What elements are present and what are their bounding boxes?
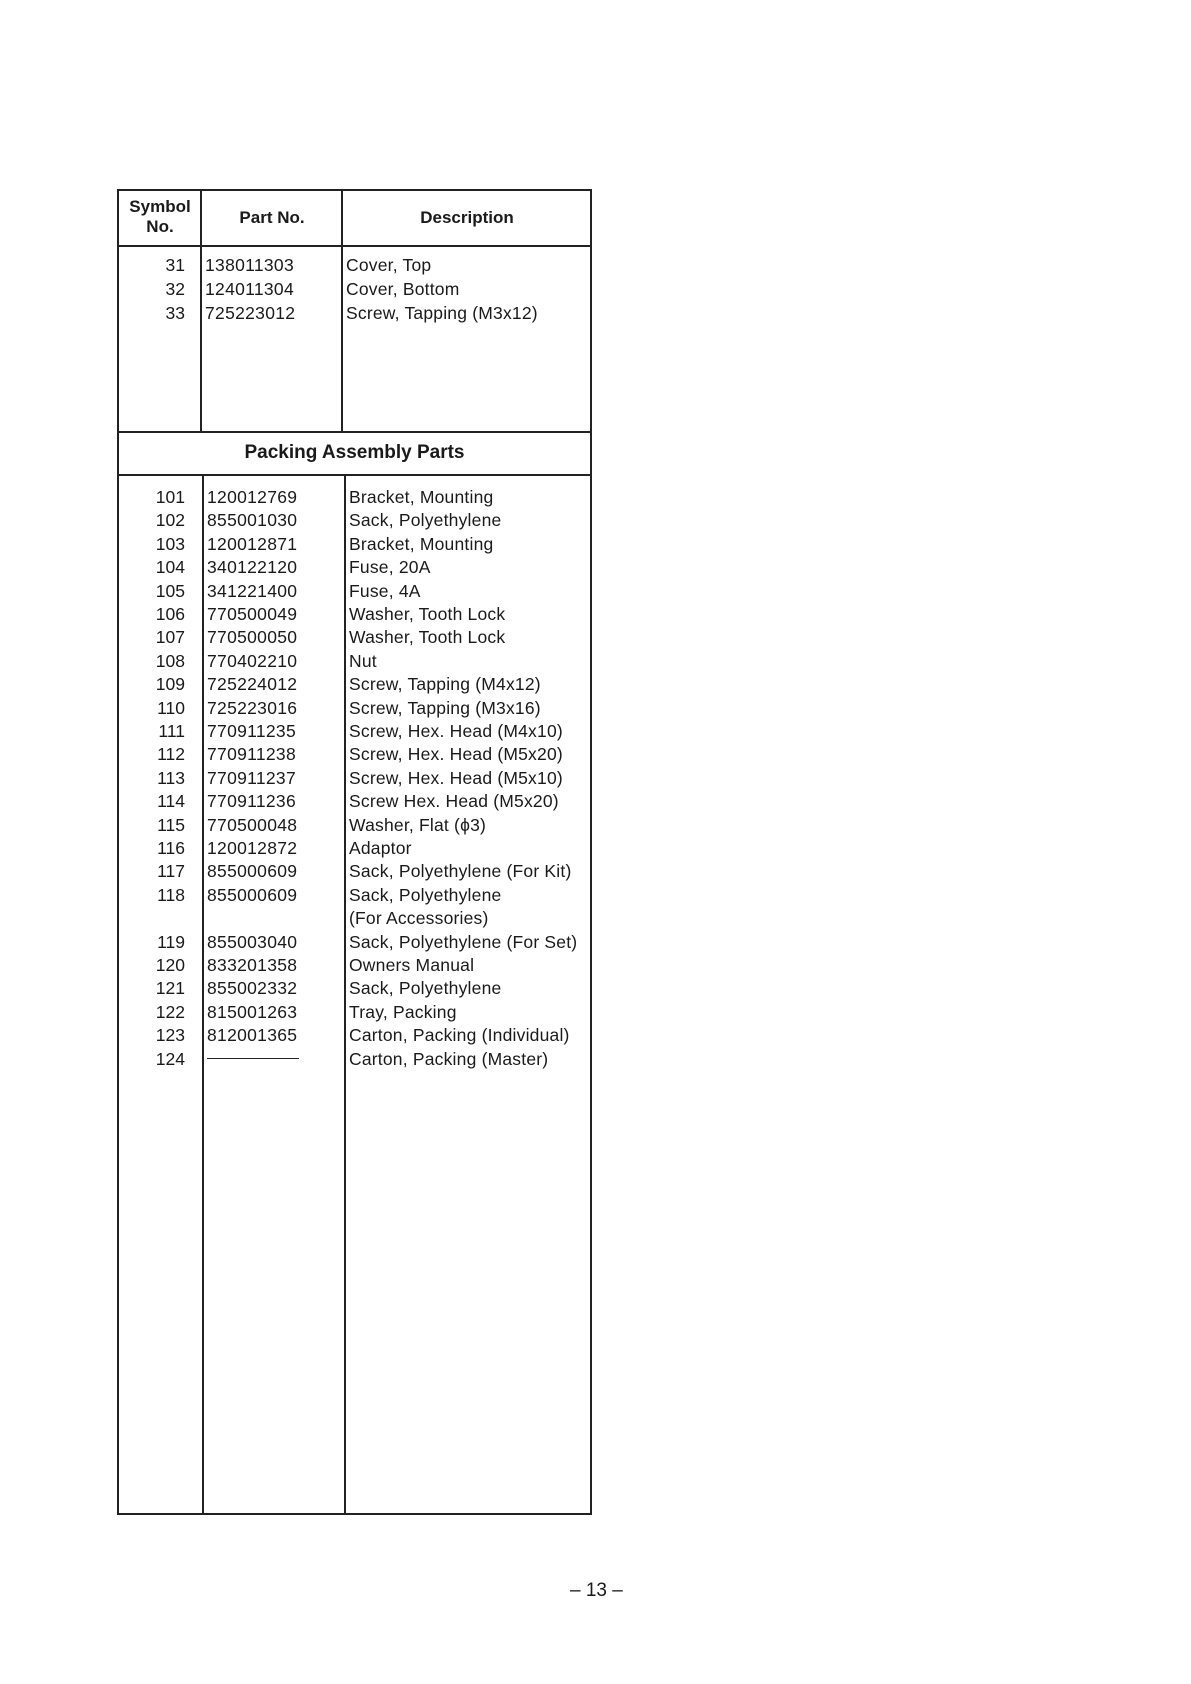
table-row [117,930,592,954]
part-no-cell: 833201358 [207,955,298,975]
table-row [117,719,592,743]
part-no-cell: 770911237 [207,767,296,788]
header-part-no: Part No. [239,208,305,227]
part-no-cell: 124011304 [205,279,294,299]
description-cell: Screw Hex. Head (M5x20) [349,791,559,812]
symbol-cell: 116 [157,838,185,858]
symbol-cell: 118 [157,884,185,905]
section-divider [117,431,592,433]
description-cell: Carton, Packing (Master) [349,1048,549,1069]
description-cell: Screw, Hex. Head (M5x20) [349,744,563,765]
table-row [117,883,592,907]
description-cell: Nut [349,650,377,671]
table-row [117,742,592,766]
description-cell: Washer, Flat (ϕ3) [349,814,487,835]
table-row [117,625,592,649]
symbol-cell: 104 [155,557,185,578]
table-row [117,1023,592,1047]
header-symbol-label: Symbol [129,197,191,216]
description-cell: Fuse, 4A [349,580,421,601]
symbol-cell: 117 [157,861,185,882]
table-row [117,602,592,626]
part-no-cell: 855000609 [207,884,298,905]
description-cell: Sack, Polyethylene [349,978,502,999]
symbol-cell: 123 [155,1025,185,1046]
part-no-cell: 855000609 [207,861,298,882]
description-cell: Washer, Tooth Lock [349,604,506,624]
symbol-cell: 114 [157,791,185,812]
symbol-cell: 121 [155,978,185,999]
symbol-cell: 115 [157,814,185,835]
table-row [117,649,592,673]
description-cell: Bracket, Mounting [349,533,494,554]
table-row [117,579,592,603]
table-row [117,555,592,579]
part-no-cell: 138011303 [205,255,294,275]
symbol-cell: 31 [165,255,185,275]
symbol-cell: 107 [155,627,185,648]
part-no-cell: 855001030 [207,510,298,531]
description-cell: Bracket, Mounting [349,487,494,507]
description-cell: Adaptor [349,838,412,858]
part-no-cell: 855003040 [207,931,298,952]
table-row [117,789,592,813]
symbol-cell: 103 [155,533,185,554]
part-no-cell: 120012871 [207,533,298,554]
symbol-cell: 124 [155,1048,185,1069]
section-divider [117,474,592,476]
part-no-cell: 770911236 [207,791,296,812]
part-no-cell: 340122120 [207,557,298,578]
table-row [117,696,592,720]
header-no-label: No. [146,217,174,236]
symbol-cell: 110 [157,697,185,718]
part-no-cell: 770500048 [207,814,298,835]
table-row [117,508,592,532]
table-row [117,813,592,837]
part-no-cell: 770402210 [207,650,298,671]
symbol-cell: 32 [165,279,185,299]
part-no-cell [207,1047,299,1071]
symbol-cell: 109 [155,674,185,695]
part-no-cell: 770500049 [207,604,298,624]
part-no-cell: 855002332 [207,978,298,999]
table-row [117,859,592,883]
description-cell: Fuse, 20A [349,557,431,578]
description-cell: (For Accessories) [349,908,489,929]
part-no-cell: 815001263 [207,1001,298,1022]
part-no-cell: 770911238 [207,744,296,765]
symbol-cell: 122 [155,1001,185,1022]
symbol-cell: 108 [155,650,185,671]
description-cell: Carton, Packing (Individual) [349,1025,570,1046]
description-cell: Owners Manual [349,955,475,975]
description-cell: Screw, Tapping (M3x12) [346,303,538,323]
symbol-cell: 101 [155,487,185,507]
table-row-continuation [117,906,592,930]
part-no-cell: 770911235 [207,721,296,741]
part-no-cell: 725223016 [207,697,298,718]
table-border-bottom [117,1513,592,1515]
description-cell: Sack, Polyethylene (For Kit) [349,861,572,882]
description-cell: Screw, Hex. Head (M4x10) [349,721,563,741]
table-row [117,301,592,325]
symbol-cell: 120 [155,955,185,975]
section-title: Packing Assembly Parts [244,442,465,463]
no-part-dash [207,1058,299,1059]
table-border-top [117,189,592,191]
table-row [117,532,592,556]
table-row [117,253,592,277]
description-cell: Tray, Packing [349,1001,457,1022]
part-no-cell: 341221400 [207,580,298,601]
description-cell: Sack, Polyethylene [349,510,502,531]
symbol-cell: 33 [165,303,185,323]
description-cell: Sack, Polyethylene [349,884,502,905]
table-row [117,836,592,860]
part-no-cell: 120012769 [207,487,298,507]
symbol-cell: 105 [155,580,185,601]
table-row [117,277,592,301]
description-cell: Screw, Tapping (M3x16) [349,697,541,718]
description-cell: Sack, Polyethylene (For Set) [349,931,578,952]
table-row [117,672,592,696]
page-number: – 13 – [570,1580,623,1601]
table-row [117,766,592,790]
header-description: Description [420,208,514,227]
header-divider [117,245,592,247]
symbol-cell: 112 [157,744,185,765]
table-row [117,1047,592,1071]
symbol-cell: 119 [157,931,185,952]
parts-table [117,189,592,1515]
symbol-cell: 106 [155,604,185,624]
table-row [117,953,592,977]
symbol-cell: 111 [158,721,185,741]
description-cell: Cover, Top [346,255,432,275]
symbol-cell: 113 [157,767,185,788]
part-no-cell: 725224012 [207,674,298,695]
part-no-cell: 770500050 [207,627,298,648]
table-row [117,976,592,1000]
header-symbol-no [119,197,201,237]
table-row [117,485,592,509]
table-row [117,1000,592,1024]
part-no-cell: 725223012 [205,303,296,323]
part-no-cell: 120012872 [207,838,298,858]
description-cell: Cover, Bottom [346,279,460,299]
symbol-cell: 102 [155,510,185,531]
description-cell: Screw, Tapping (M4x12) [349,674,541,695]
part-no-cell: 812001365 [207,1025,298,1046]
description-cell: Screw, Hex. Head (M5x10) [349,767,563,788]
description-cell: Washer, Tooth Lock [349,627,506,648]
